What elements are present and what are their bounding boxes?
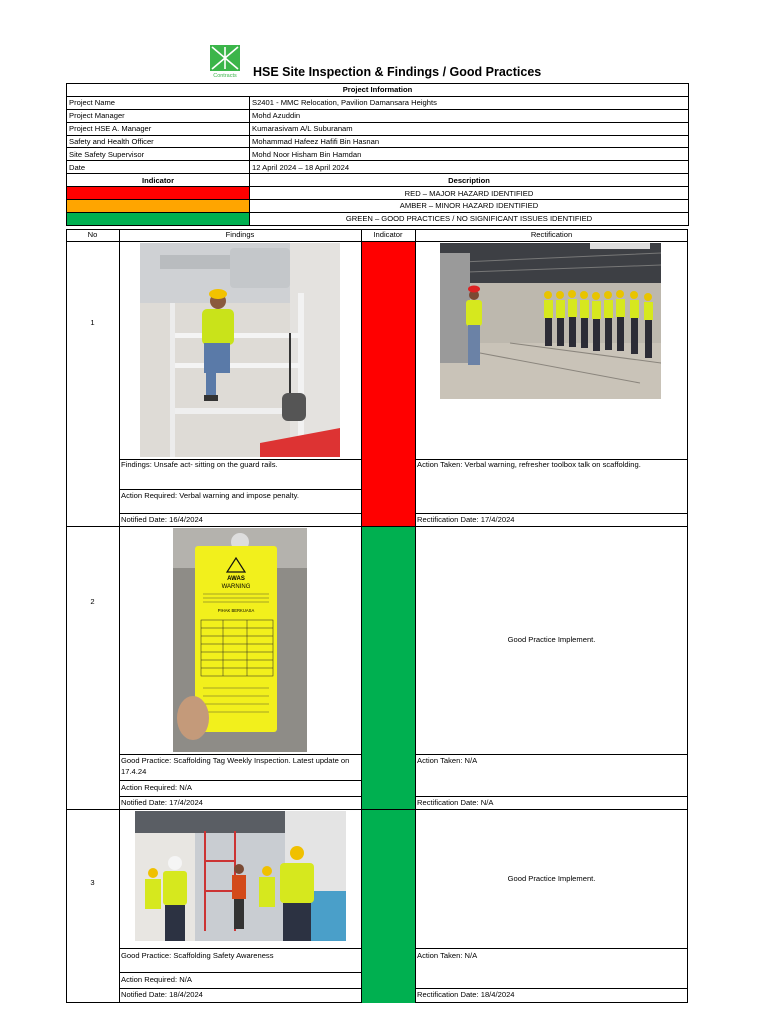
rectification-date: Rectification Date: 17/4/2024 bbox=[417, 515, 515, 524]
project-info-heading: Project Information bbox=[67, 84, 689, 97]
notified-date: Notified Date: 16/4/2024 bbox=[121, 515, 203, 524]
action-taken: Action Taken: N/A bbox=[417, 951, 478, 960]
rectification-text: Good Practice Implement. bbox=[507, 635, 596, 644]
rectification-date: Rectification Date: 18/4/2024 bbox=[417, 990, 515, 999]
action-taken: Action Taken: Verbal warning, refresher toolbox talk on scaffolding. bbox=[417, 460, 641, 469]
action-taken: Action Taken: N/A bbox=[417, 756, 478, 765]
rectification-photo-toolbox-talk bbox=[440, 243, 661, 399]
info-row bbox=[67, 122, 689, 135]
indicator-green bbox=[362, 810, 415, 1003]
info-row bbox=[67, 96, 689, 109]
indicator-red bbox=[362, 242, 415, 526]
legend-desc-green: GREEN – GOOD PRACTICES / NO SIGNIFICANT ISSUES IDENTIFIED bbox=[250, 212, 689, 225]
info-label: Project Manager bbox=[67, 109, 250, 122]
entry-number: 2 bbox=[90, 597, 95, 606]
info-label: Project HSE A. Manager bbox=[67, 122, 250, 135]
info-row bbox=[67, 148, 689, 161]
legend-desc-amber: AMBER – MINOR HAZARD IDENTIFIED bbox=[250, 200, 689, 213]
legend-swatch-red bbox=[67, 187, 250, 200]
page-title: HSE Site Inspection & Findings / Good Practices bbox=[253, 65, 542, 79]
notified-date: Notified Date: 18/4/2024 bbox=[121, 990, 203, 999]
col-indicator: Indicator bbox=[373, 230, 403, 239]
rectification-date: Rectification Date: N/A bbox=[417, 798, 494, 807]
entry-number: 1 bbox=[90, 318, 95, 327]
col-findings: Findings bbox=[225, 230, 255, 239]
col-no: No bbox=[87, 230, 98, 239]
col-rectification: Rectification bbox=[530, 230, 573, 239]
legend-desc-red: RED – MAJOR HAZARD IDENTIFIED bbox=[250, 187, 689, 200]
finding-photo-safety-awareness bbox=[135, 811, 346, 941]
svg-text:Contracts: Contracts bbox=[213, 73, 237, 79]
info-label: Project Name bbox=[67, 96, 250, 109]
project-info-table bbox=[66, 83, 689, 226]
finding-text: Good Practice: Scaffolding Safety Awareness bbox=[121, 951, 274, 960]
tag-warning: WARNING bbox=[221, 584, 251, 590]
legend-description-heading: Description bbox=[250, 174, 689, 187]
company-logo bbox=[208, 45, 242, 79]
legend-swatch-amber bbox=[67, 200, 250, 213]
info-value: Mohammad Hafeez Hafifi Bin Hasnan bbox=[250, 135, 689, 148]
action-required: Action Required: N/A bbox=[121, 975, 192, 984]
legend-indicator-heading: Indicator bbox=[67, 174, 250, 187]
finding-text: Good Practice: Scaffolding Tag Weekly Inspection. Latest update on 17.4.24 bbox=[121, 756, 350, 776]
info-row bbox=[67, 135, 689, 148]
tag-authorised: PIHAK BERKUASA bbox=[217, 608, 255, 613]
finding-photo-scaffolding-tag bbox=[173, 528, 307, 752]
rectification-text: Good Practice Implement. bbox=[507, 874, 596, 883]
info-value: S2401 - MMC Relocation, Pavilion Damansara Heights bbox=[250, 96, 689, 109]
info-row bbox=[67, 109, 689, 122]
info-value: Kumarasivam A/L Suburanam bbox=[250, 122, 689, 135]
legend-swatch-green bbox=[67, 212, 250, 225]
info-label: Site Safety Supervisor bbox=[67, 148, 250, 161]
indicator-green bbox=[362, 527, 415, 809]
finding-photo-worker-on-guardrail bbox=[140, 243, 340, 457]
notified-date: Notified Date: 17/4/2024 bbox=[121, 798, 203, 807]
action-required: Action Required: Verbal warning and impose penalty. bbox=[121, 491, 299, 500]
action-required: Action Required: N/A bbox=[121, 783, 192, 792]
info-value: Mohd Noor Hisham Bin Hamdan bbox=[250, 148, 689, 161]
tag-awas: AWAS bbox=[227, 576, 245, 582]
info-value: 12 April 2024 – 18 April 2024 bbox=[250, 161, 689, 174]
info-row bbox=[67, 161, 689, 174]
info-label: Date bbox=[67, 161, 250, 174]
info-value: Mohd Azuddin bbox=[250, 109, 689, 122]
entry-number: 3 bbox=[90, 878, 95, 887]
info-label: Safety and Health Officer bbox=[67, 135, 250, 148]
finding-text: Findings: Unsafe act- sitting on the guard rails. bbox=[121, 460, 278, 469]
